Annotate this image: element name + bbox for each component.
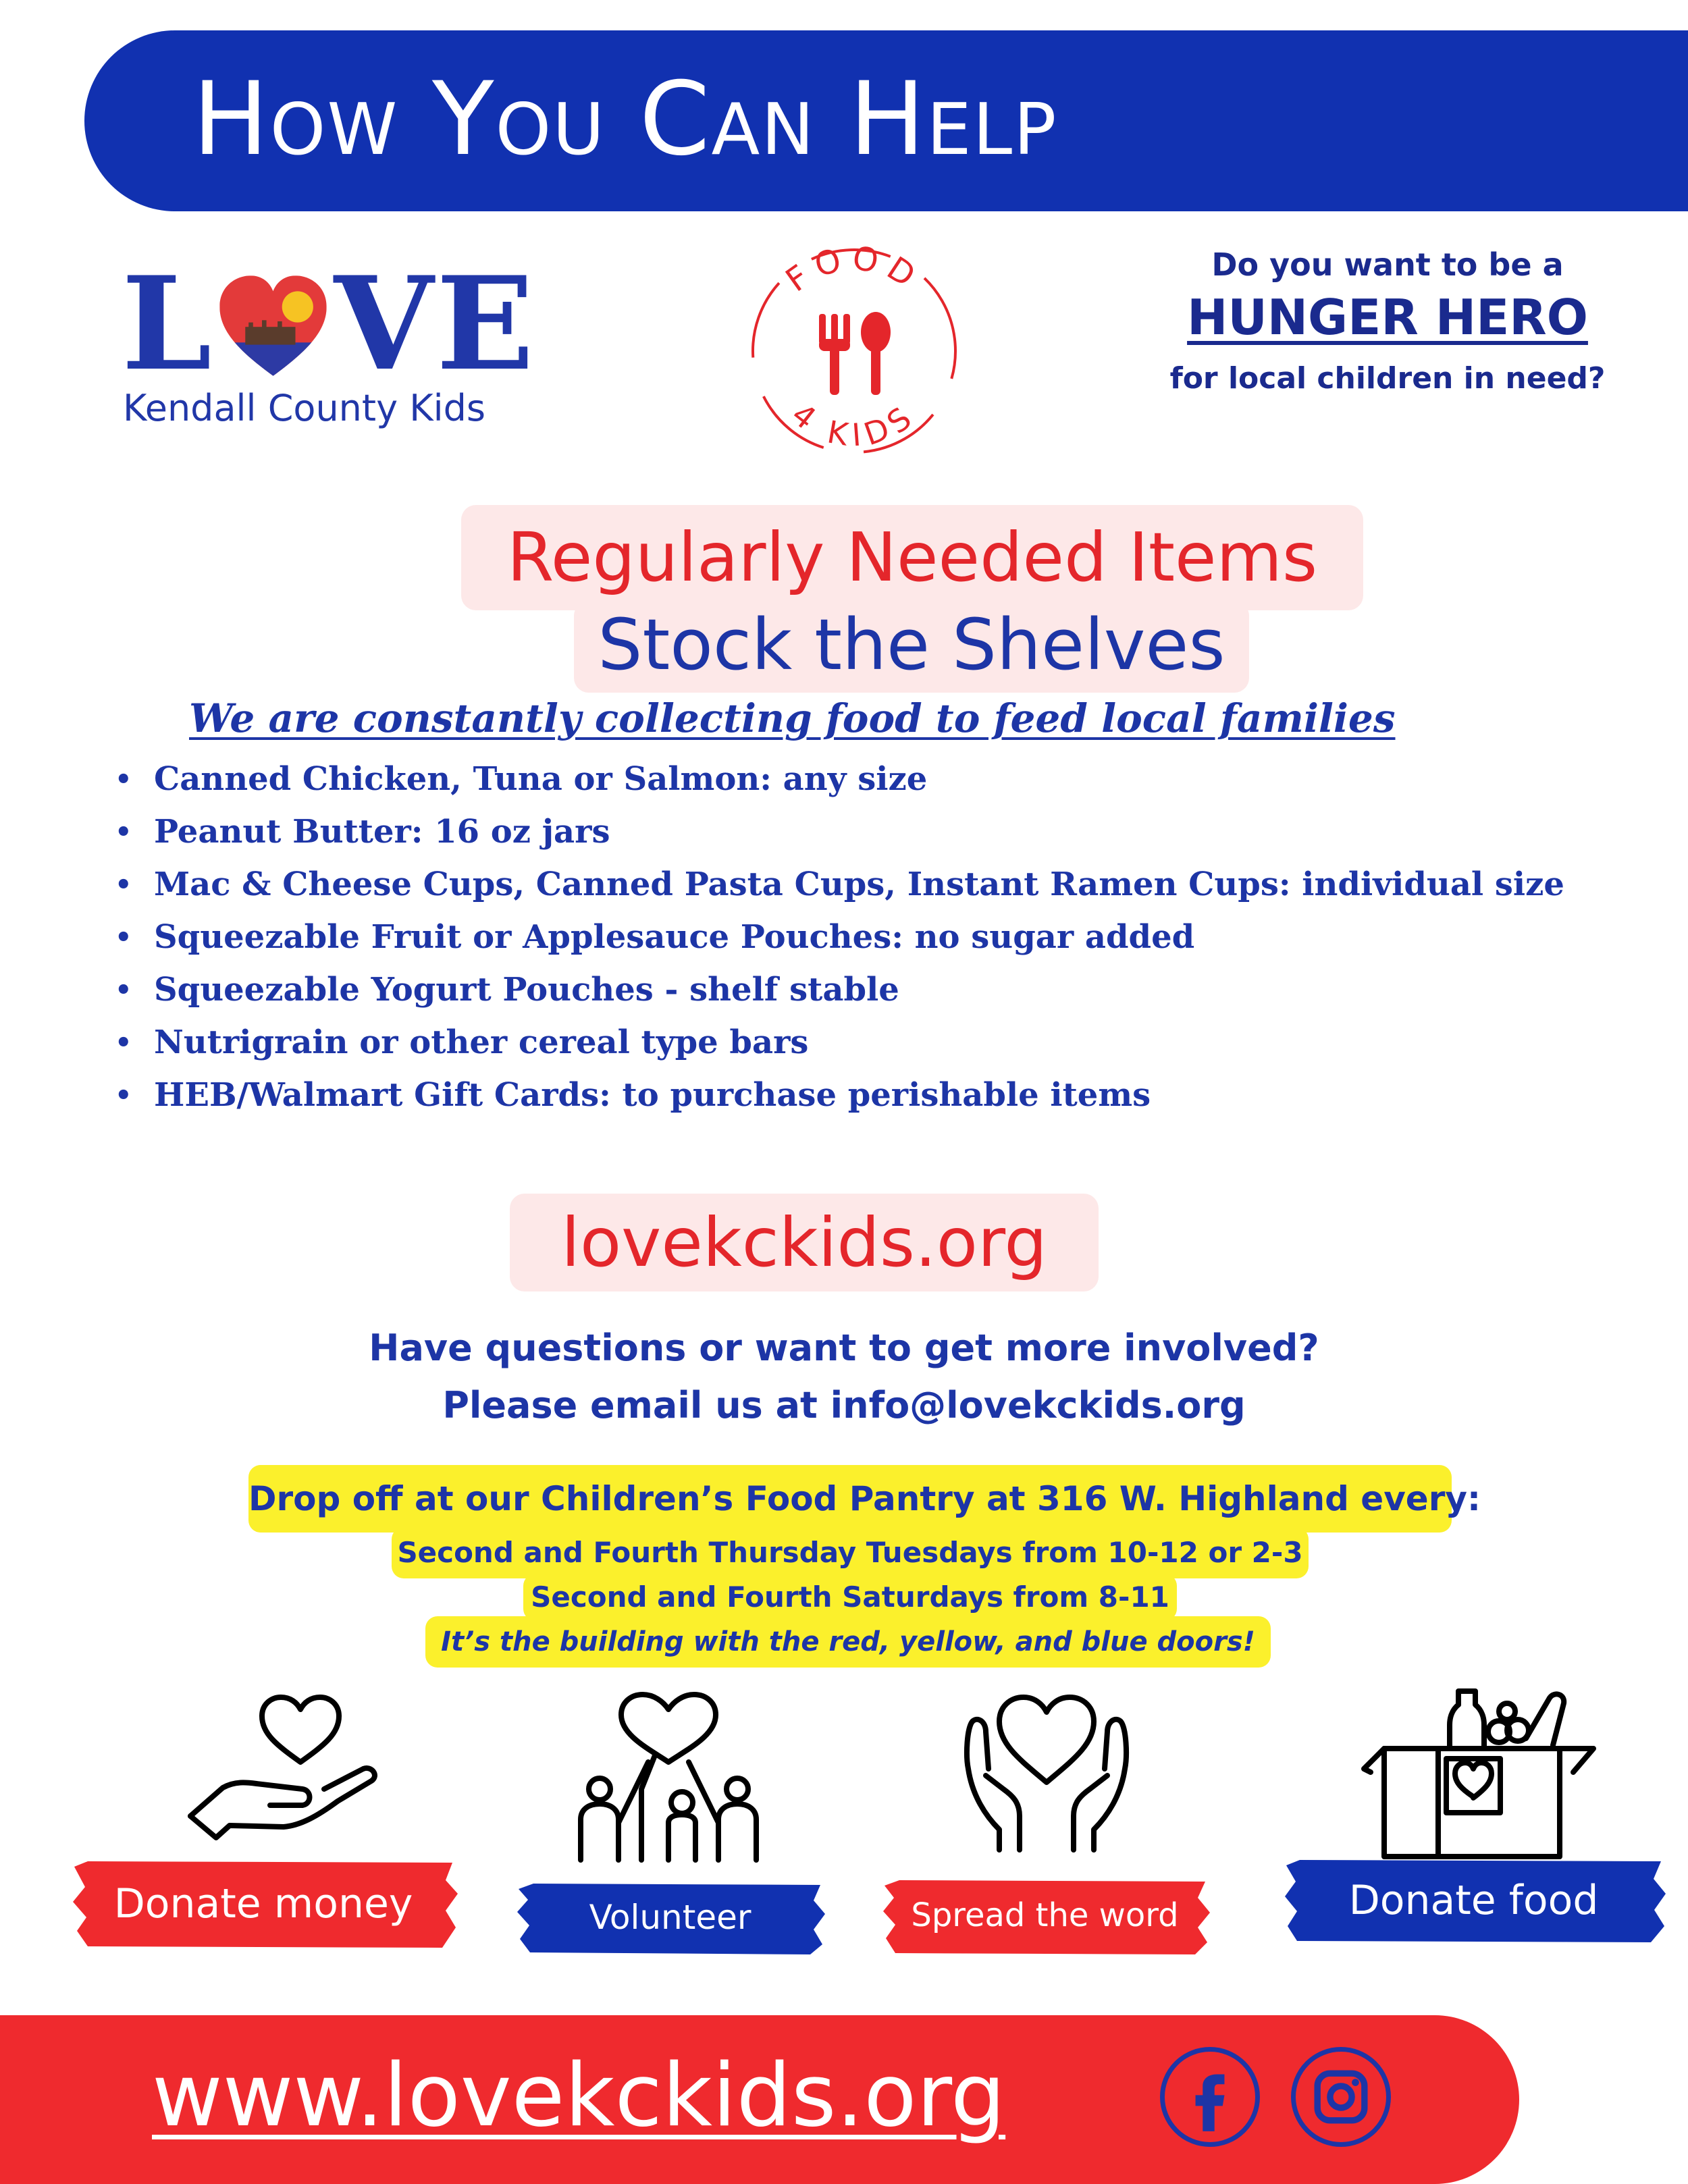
collect-tagline: We are constantly collecting food to feed local families xyxy=(189,695,1396,741)
food-logo-top-text: FOOD xyxy=(779,239,929,300)
list-item: • Squeezable Fruit or Applesauce Pouches: no sugar added xyxy=(115,918,1195,956)
dropoff-line-1: Drop off at our Children’s Food Pantry at 316 W. Highland every: xyxy=(248,1479,1481,1518)
site-link[interactable]: lovekckids.org xyxy=(561,1203,1047,1282)
facebook-icon[interactable] xyxy=(1160,2047,1260,2147)
fork-icon xyxy=(819,314,850,395)
list-item: • Squeezable Yogurt Pouches - shelf stable xyxy=(115,971,899,1009)
donate-money-button[interactable]: Donate money xyxy=(113,1880,413,1927)
email-line: Please email us at info@lovekckids.org xyxy=(442,1384,1246,1427)
food-logo-bottom-text: 4 KIDS xyxy=(785,396,924,454)
dropoff-line-3: Second and Fourth Saturdays from 8-11 xyxy=(531,1580,1169,1614)
hand-heart-icon xyxy=(182,1681,385,1843)
list-item: • Canned Chicken, Tuna or Salmon: any size xyxy=(115,760,928,798)
needed-items-list xyxy=(115,753,1600,1121)
food-box-icon xyxy=(1357,1684,1600,1860)
logo-letter-l: L xyxy=(122,248,212,399)
section-subheading: Stock the Shelves xyxy=(598,604,1225,686)
spoon-icon xyxy=(861,312,891,395)
hero-line-1: Do you want to be a xyxy=(1211,246,1564,283)
list-item: • Mac & Cheese Cups, Canned Pasta Cups, Instant Ramen Cups: individual size xyxy=(115,865,1564,903)
logo-subtitle: Kendall County Kids xyxy=(123,387,486,429)
list-item: • HEB/Walmart Gift Cards: to purchase perishable items xyxy=(115,1076,1151,1114)
dropoff-line-4: It’s the building with the red, yellow, and blue doors! xyxy=(441,1626,1255,1657)
list-item: • Nutrigrain or other cereal type bars xyxy=(115,1023,809,1061)
footer-website-link[interactable]: www.lovekckids.org xyxy=(152,2046,1006,2146)
svg-text:FOOD xyxy=(779,239,929,299)
food-4-kids-logo xyxy=(733,230,976,473)
svg-text:4 KIDS xyxy=(785,396,923,454)
heart-icon xyxy=(217,270,329,388)
love-kendall-county-kids-logo xyxy=(115,248,534,435)
logo-letter-v: V xyxy=(334,248,434,399)
list-item: • Peanut Butter: 16 oz jars xyxy=(115,813,610,851)
page-title: How You Can Help xyxy=(192,61,1058,178)
questions-line: Have questions or want to get more involved? xyxy=(369,1327,1319,1369)
volunteer-button[interactable]: Volunteer xyxy=(589,1898,751,1937)
dropoff-line-2: Second and Fourth Thursday Tuesdays from 10-12 or 2-3 xyxy=(397,1536,1303,1569)
volunteers-heart-icon xyxy=(574,1688,763,1863)
hero-line-3: for local children in need? xyxy=(1169,361,1606,396)
section-heading: Regularly Needed Items xyxy=(506,518,1318,597)
hunger-hero-title: HUNGER HERO xyxy=(1187,289,1588,346)
logo-letter-e: E xyxy=(436,248,534,399)
hands-heart-icon xyxy=(959,1681,1134,1857)
donate-food-button[interactable]: Donate food xyxy=(1348,1877,1599,1924)
spread-the-word-button[interactable]: Spread the word xyxy=(911,1896,1179,1934)
instagram-icon[interactable] xyxy=(1291,2047,1391,2147)
